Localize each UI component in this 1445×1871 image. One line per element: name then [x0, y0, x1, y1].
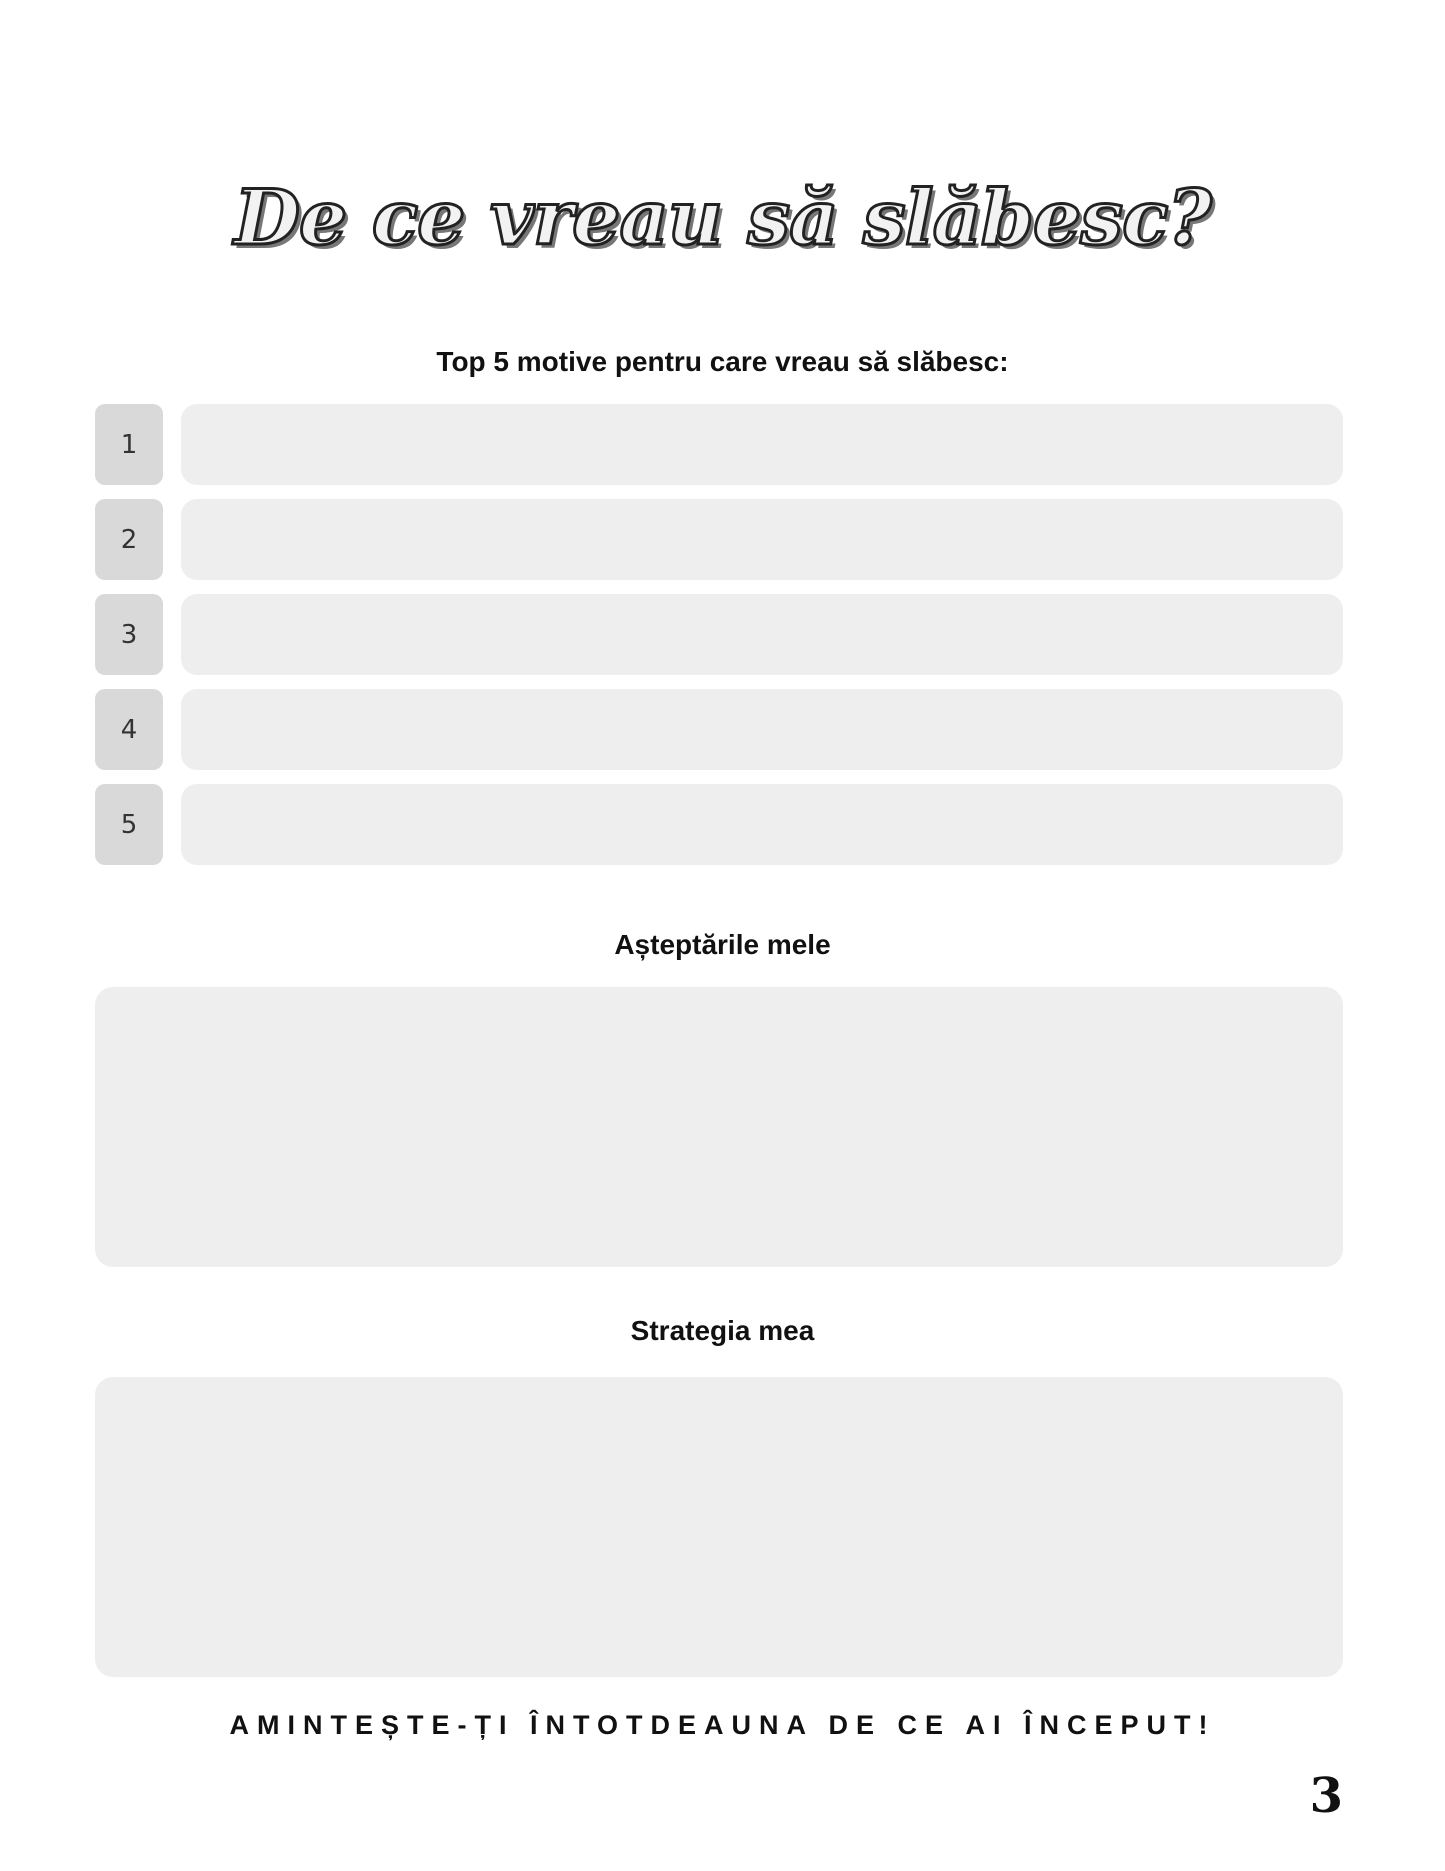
motive-field-5[interactable] [181, 784, 1343, 865]
motive-field-1[interactable] [181, 404, 1343, 485]
page-number: 3 [1309, 1768, 1343, 1824]
motive-number-1: 1 [95, 404, 163, 485]
motive-number-2: 2 [95, 499, 163, 580]
expectations-heading: Așteptările mele [614, 929, 831, 960]
strategy-heading: Strategia mea [630, 1315, 815, 1346]
motive-row-2 [95, 499, 1343, 580]
page-title: De ce vreau să slăbesc? [234, 173, 1211, 262]
motive-row-5 [95, 784, 1343, 865]
strategy-field[interactable] [95, 1377, 1343, 1677]
motive-number-5: 5 [95, 784, 163, 865]
motive-field-2[interactable] [181, 499, 1343, 580]
motive-number-3: 3 [95, 594, 163, 675]
motive-field-3[interactable] [181, 594, 1343, 675]
motives-list [95, 404, 1343, 879]
motive-row-3 [95, 594, 1343, 675]
footer-quote: AMINTEȘTE-ȚI ÎNTOTDEAUNA DE CE AI ÎNCEPUT! [229, 1710, 1216, 1740]
motive-field-4[interactable] [181, 689, 1343, 770]
motive-number-4: 4 [95, 689, 163, 770]
motive-row-4 [95, 689, 1343, 770]
motives-heading: Top 5 motive pentru care vreau să slăbesc: [436, 346, 1009, 377]
motive-row-1 [95, 404, 1343, 485]
expectations-field[interactable] [95, 987, 1343, 1267]
